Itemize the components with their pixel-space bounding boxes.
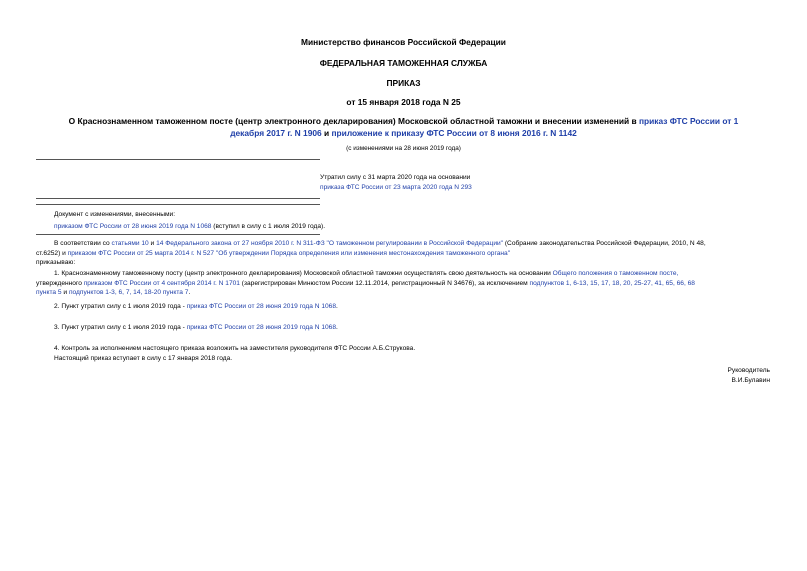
link-general-regulation[interactable]: Общего положения о таможенном посте, [552,270,679,277]
title-text-1: О Краснознаменном таможенном посте (центр электронного декларирования) Московской областной таможни и внесении изменений в [68,116,639,126]
service-name: ФЕДЕРАЛЬНАЯ ТАМОЖЕННАЯ СЛУЖБА [319,58,488,68]
link-order-527[interactable]: приказом ФТС России от 25 марта 2014 г. N 527 "Об утверждении Порядка определения или изменения местонахождения таможенного органа" [67,249,511,257]
item-2-text: 2. Пункт утратил силу с 1 июля 2019 года - [54,303,187,310]
preamble-text: (Собрание законодательства Российской Федерации, 2010, N 48, [503,240,706,247]
amended-note: (с изменениями на 28 июня 2019 года) [346,145,461,152]
changes-link[interactable]: приказом ФТС России от 28 июня 2019 года N 1068 [54,222,212,230]
signature-name: В.И.Булавин [731,376,770,384]
separator-line [36,204,320,205]
signature-role: Руководитель [727,367,770,374]
item-4: 4. Контроль за исполнением настоящего приказа возложить на заместителя руководителя ФТС России А.Б.Струкова. [54,345,416,352]
link-order-1701[interactable]: приказом ФТС России от 4 сентября 2014 г. N 1701 [83,279,240,287]
item-3-dot: . [336,324,338,331]
preamble-text: и [148,240,157,247]
item-1-text: (зарегистрирован Минюстом России 12.11.2014, регистрационный N 34676), за исключением [239,279,530,287]
item-1-text: и [61,289,69,297]
ministry-name: Министерство финансов Российской Федерации [301,37,506,47]
link-article-14-law-311[interactable]: 14 Федерального закона от 27 ноября 2010 г. N 311-ФЗ "О таможенном регулировании в Российской Федерации" [156,240,504,247]
title-link-order-1142[interactable]: приложение к приказу ФТС России от 8 июня 2016 г. N 1142 [331,128,577,138]
preamble-command: приказываю: [36,259,76,267]
item-2-link[interactable]: приказ ФТС России от 28 июня 2019 года N 1068 [186,303,337,310]
separator-line [36,234,320,235]
item-3 [54,323,754,333]
changes-suffix: (вступил в силу с 1 июля 2019 года). [211,222,326,230]
link-subitems-p5[interactable]: подпунктов 1, 6-13, 15, 17, 18, 20, 25-27, 41, 65, 66, 68 [529,279,695,287]
separator-line [36,159,320,160]
title-link-order-1906-cont[interactable]: декабря 2017 г. N 1906 [230,128,322,138]
item-1 [36,269,770,298]
expiry-text: Утратил силу с 31 марта 2020 года на основании [320,174,471,181]
title-link-order-1906[interactable]: приказ ФТС России от 1 [638,116,739,126]
signature-block [600,366,770,385]
changes-label: Документ с изменениями, внесенными: [54,211,176,218]
link-article-10[interactable]: статьями 10 [111,240,149,247]
doc-date-number: от 15 января 2018 года N 25 [346,97,461,107]
expiry-link[interactable]: приказа ФТС России от 23 марта 2020 года N 293 [320,183,472,191]
item-2 [54,302,754,312]
item-3-text: 3. Пункт утратил силу с 1 июля 2019 года - [54,324,187,331]
effective-date: Настоящий приказ вступает в силу с 17 января 2018 года. [54,355,233,362]
separator-line [36,198,320,199]
item-1-text: 1. Краснознаменному таможенному посту (центр электронного декларирования) Московской областной таможни осуществлять свою деятельность на основании [54,270,553,277]
item-1-text: утвержденного [36,279,84,287]
preamble [36,239,770,268]
title-text-2: и [321,128,332,138]
preamble-text: В соответствии со [54,240,112,247]
changes-block [54,210,554,231]
item-1-text: . [188,289,191,297]
doc-type: ПРИКАЗ [386,78,421,88]
item-3-link[interactable]: приказ ФТС России от 28 июня 2019 года N 1068 [186,324,337,331]
item-2-dot: . [336,303,338,310]
doc-title [0,115,807,139]
link-subitems-p7[interactable]: подпунктов 1-3, 6, 7, 14, 18-20 пункта 7 [68,289,189,297]
expiry-notice [320,173,520,192]
preamble-text: ст.6252) и [36,249,68,257]
link-item-5[interactable]: пункта 5 [36,289,62,297]
